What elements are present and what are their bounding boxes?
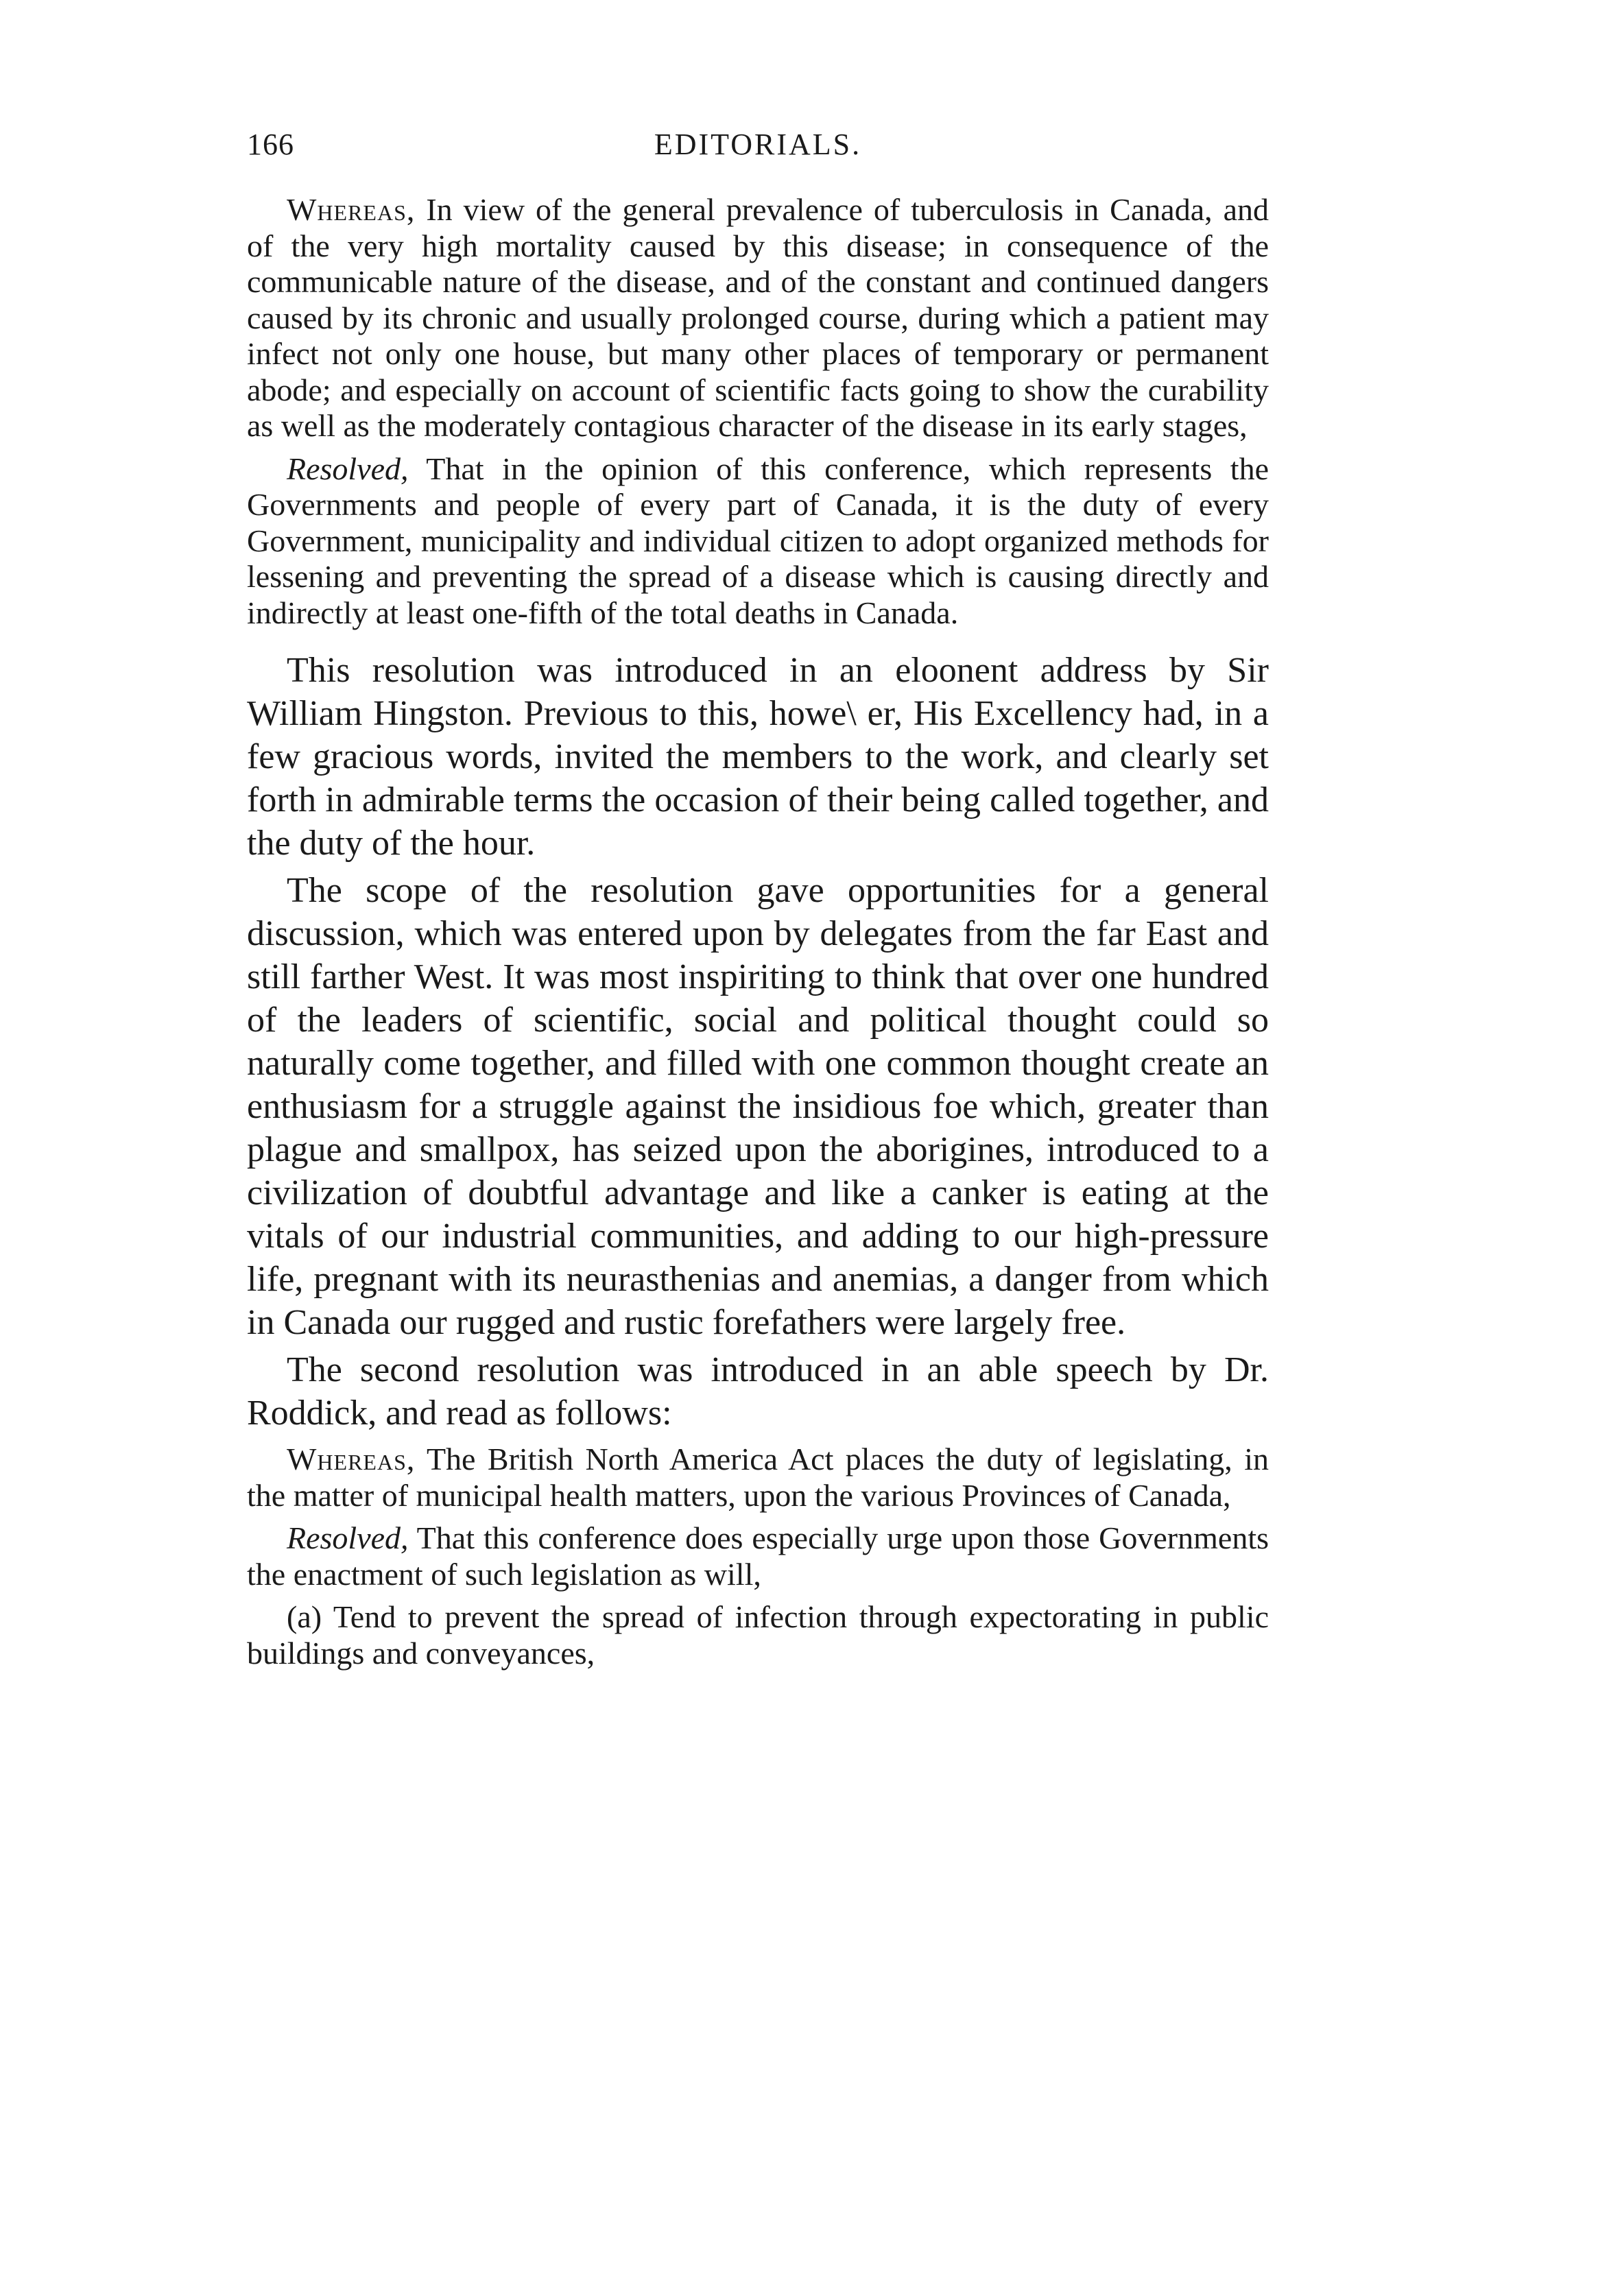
page-number: 166	[247, 128, 294, 161]
paragraph-first-resolution-intro: This resolution was introduced in an eloonent address by Sir William Hingston. Previous to this, howe\ er, His Excellency had, in a few gracious words, invited the members to the work, and clearly set forth in admirable terms the occasion of their being called together, and the duty of the hour.	[247, 651, 1269, 863]
paragraph-second-resolution-intro: The second resolution was introduced in an able speech by Dr. Roddick, and read as follows:	[247, 1350, 1269, 1433]
clause-a: (a) Tend to prevent the spread of infection through expectorating in public buildings and conveyances,	[247, 1599, 1269, 1671]
whereas-paragraph-1	[247, 192, 1269, 444]
paragraph-text: That in the opinion of this conference, which represents the Governments and people of every part of Canada, it is the duty of every Government, municipality and individual citizen to adopt organized methods for lessening and preventing the spread of a disease which is causing directly and indirectly at least one-fifth of the total deaths in Canada.	[247, 451, 1269, 630]
resolved-paragraph-2	[247, 1520, 1269, 1592]
whereas-lead: Whereas,	[287, 192, 416, 227]
whereas-paragraph-2	[247, 1442, 1269, 1514]
resolved-paragraph-1	[247, 451, 1269, 632]
running-head: EDITORIALS.	[654, 128, 862, 161]
paragraph-discussion: The scope of the resolution gave opportunities for a general discussion, which was entered upon by delegates from the far East and still farther West. It was most inspiriting to think that over one hundred of the leaders of scientific, social and political thought could so naturally come together, and filled with one common thought create an enthusiasm for a struggle against the insidious foe which, greater than plague and smallpox, has seized upon the aborigines, introduced to a civilization of doubtful advantage and like a canker is eating at the vitals of our industrial communities, and adding to our high-pressure life, pregnant with its neurasthenias and anemias, a danger from which in Canada our rugged and rustic forefathers were largely free.	[247, 871, 1269, 1342]
page-header	[247, 127, 1269, 168]
paragraph-text: That this conference does especially urge upon those Governments the enactment of such legislation as will,	[247, 1520, 1269, 1592]
resolved-lead: Resolved,	[287, 451, 409, 486]
resolved-lead: Resolved,	[287, 1520, 409, 1555]
paragraph-text: The British North America Act places the duty of legislating, in the matter of municipal health matters, upon the various Provinces of Canada,	[247, 1442, 1269, 1513]
whereas-lead: Whereas,	[287, 1442, 416, 1476]
paragraph-text: In view of the general prevalence of tuberculosis in Canada, and of the very high mortality caused by this disease; in consequence of the communicable nature of the disease, and of the constant and continued dangers caused by its chronic and usually prolonged course, during which a patient may infect not only one house, but many other places of temporary or permanent abode; and especially on account of scientific facts going to show the curability as well as the moderately contagious character of the disease in its early stages,	[247, 192, 1269, 443]
page-body	[247, 192, 1269, 1671]
